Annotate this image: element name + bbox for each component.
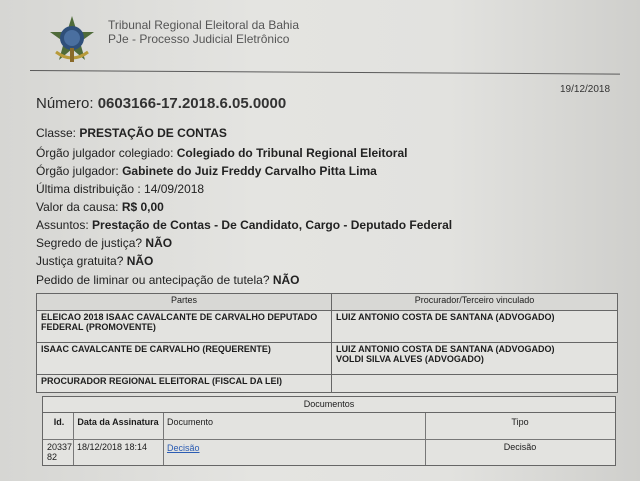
- doc-id: 20337 82: [47, 442, 73, 462]
- field-label: Órgão julgador:: [36, 164, 123, 178]
- doc-header-id: Id.: [53, 417, 65, 427]
- proc-name: LUIZ ANTONIO COSTA DE SANTANA (ADVOGADO): [336, 312, 555, 322]
- field-assuntos: [36, 218, 452, 232]
- row-divider: [43, 439, 615, 440]
- party-name: ISAAC CAVALCANTE DE CARVALHO (REQUERENTE): [37, 343, 332, 375]
- system-name: PJe - Processo Judicial Eletrônico: [108, 32, 290, 46]
- documents-title: Documentos: [43, 397, 615, 413]
- field-label: Justiça gratuita?: [36, 254, 127, 268]
- field-value: NÃO: [272, 273, 300, 287]
- field-value: R$ 0,00: [121, 200, 164, 214]
- field-value: NÃO: [126, 254, 154, 268]
- field-classe: [36, 126, 227, 140]
- doc-link[interactable]: Decisão: [167, 443, 200, 453]
- col-header-parts: Partes: [37, 294, 332, 311]
- field-orgao-colegiado: [36, 146, 407, 160]
- field-label: Pedido de liminar ou antecipação de tutela?: [36, 273, 273, 287]
- case-number: [36, 95, 286, 112]
- field-value: 14/09/2018: [144, 182, 205, 196]
- field-distribuicao: [36, 182, 204, 196]
- field-value: Gabinete do Juiz Freddy Carvalho Pitta Lima: [122, 164, 377, 178]
- coat-of-arms-icon: [46, 14, 98, 66]
- parties-table: [36, 293, 618, 393]
- doc-date: 18/12/2018 18:14: [77, 442, 148, 452]
- field-value: PRESTAÇÃO DE CONTAS: [79, 126, 227, 140]
- field-label: Órgão julgador colegiado:: [36, 146, 177, 160]
- field-orgao-julgador: [36, 164, 377, 178]
- field-label: Assuntos:: [36, 218, 93, 232]
- documents-table: [42, 396, 616, 466]
- field-label: Valor da causa:: [36, 200, 122, 214]
- party-name: ELEICAO 2018 ISAAC CAVALCANTE DE CARVALHO DEPUTADO FEDERAL (PROMOVENTE): [37, 311, 332, 343]
- field-value: Colegiado do Tribunal Regional Eleitoral: [176, 146, 408, 160]
- print-date: 19/12/2018: [560, 84, 611, 95]
- field-label: Última distribuição :: [36, 182, 145, 196]
- field-label: Segredo de justiça?: [36, 236, 146, 250]
- party-name: PROCURADOR REGIONAL ELEITORAL (FISCAL DA LEI): [37, 375, 332, 393]
- party-proc: [332, 343, 618, 375]
- field-label: Classe:: [36, 126, 80, 140]
- party-row: [37, 311, 618, 343]
- doc-header-type: Tipo: [511, 417, 529, 427]
- field-value: NÃO: [145, 236, 173, 250]
- party-proc: [332, 375, 618, 393]
- case-number-value: 0603166-17.2018.6.05.0000: [97, 95, 287, 112]
- doc-header-date: Data da Assinatura: [77, 417, 159, 427]
- doc-header-document: Documento: [167, 417, 214, 427]
- col-header-proc: Procurador/Terceiro vinculado: [332, 294, 618, 311]
- party-row: [37, 375, 618, 393]
- parties-header-row: [37, 294, 618, 311]
- field-gratuita: [36, 254, 153, 268]
- field-value: Prestação de Contas - De Candidato, Cargo - Deputado Federal: [92, 218, 453, 232]
- proc-name: LUIZ ANTONIO COSTA DE SANTANA (ADVOGADO): [336, 344, 555, 354]
- field-segredo: [36, 236, 172, 250]
- doc-type: Decisão: [503, 442, 537, 452]
- header: [42, 12, 622, 72]
- field-liminar: [36, 273, 300, 287]
- party-row: [37, 343, 618, 375]
- proc-name: VOLDI SILVA ALVES (ADVOGADO): [336, 354, 484, 364]
- court-name: Tribunal Regional Eleitoral da Bahia: [108, 18, 300, 32]
- party-proc: [332, 311, 618, 343]
- case-number-label: Número:: [36, 95, 94, 112]
- field-valor: [36, 200, 164, 214]
